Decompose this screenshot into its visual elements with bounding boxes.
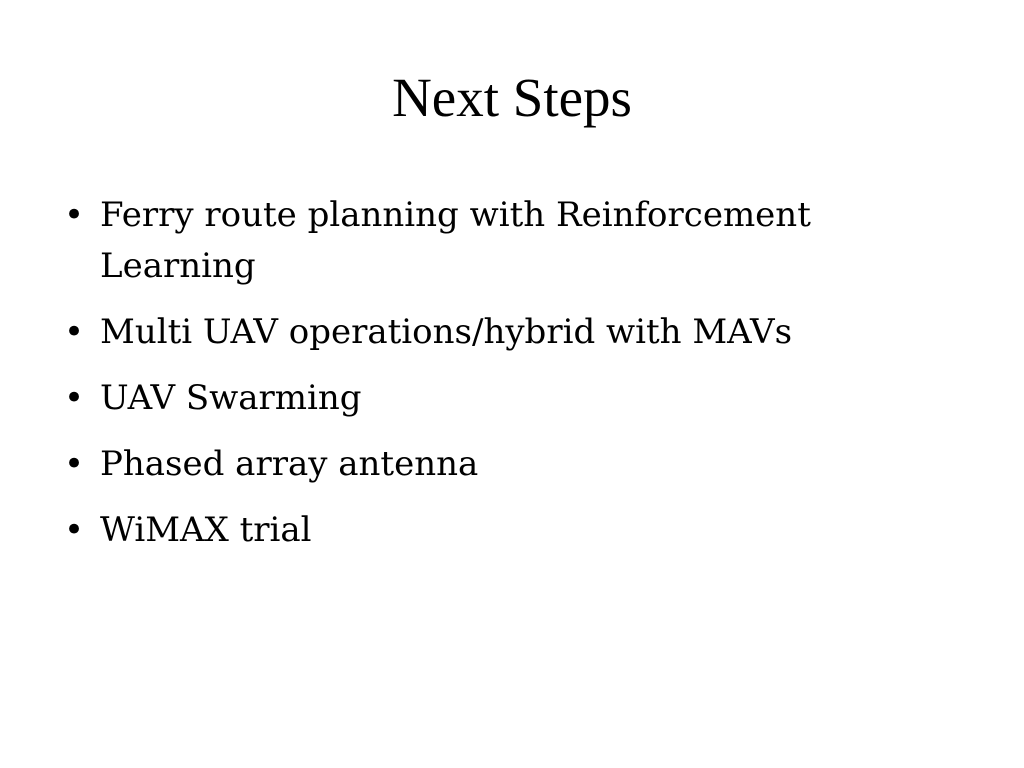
slide-title: Next Steps [392,67,632,128]
bullet-item [58,373,958,424]
bullet-marker: • [64,510,85,550]
bullet-marker: • [64,378,85,418]
bullet-text: Phased array antenna [100,444,479,484]
bullet-text: UAV Swarming [100,378,362,418]
bullet-text: Ferry route planning with Reinforcement Learning [100,195,811,286]
bullet-text: Multi UAV operations/hybrid with MAVs [100,312,793,352]
bullet-marker: • [64,444,85,484]
bullet-item [58,307,958,358]
bullet-item [58,505,958,556]
bullet-item [58,190,958,292]
bullet-marker: • [64,195,85,235]
bullet-item [58,439,958,490]
bullet-text: WiMAX trial [100,510,312,550]
bullet-list [58,190,958,571]
bullet-marker: • [64,312,85,352]
